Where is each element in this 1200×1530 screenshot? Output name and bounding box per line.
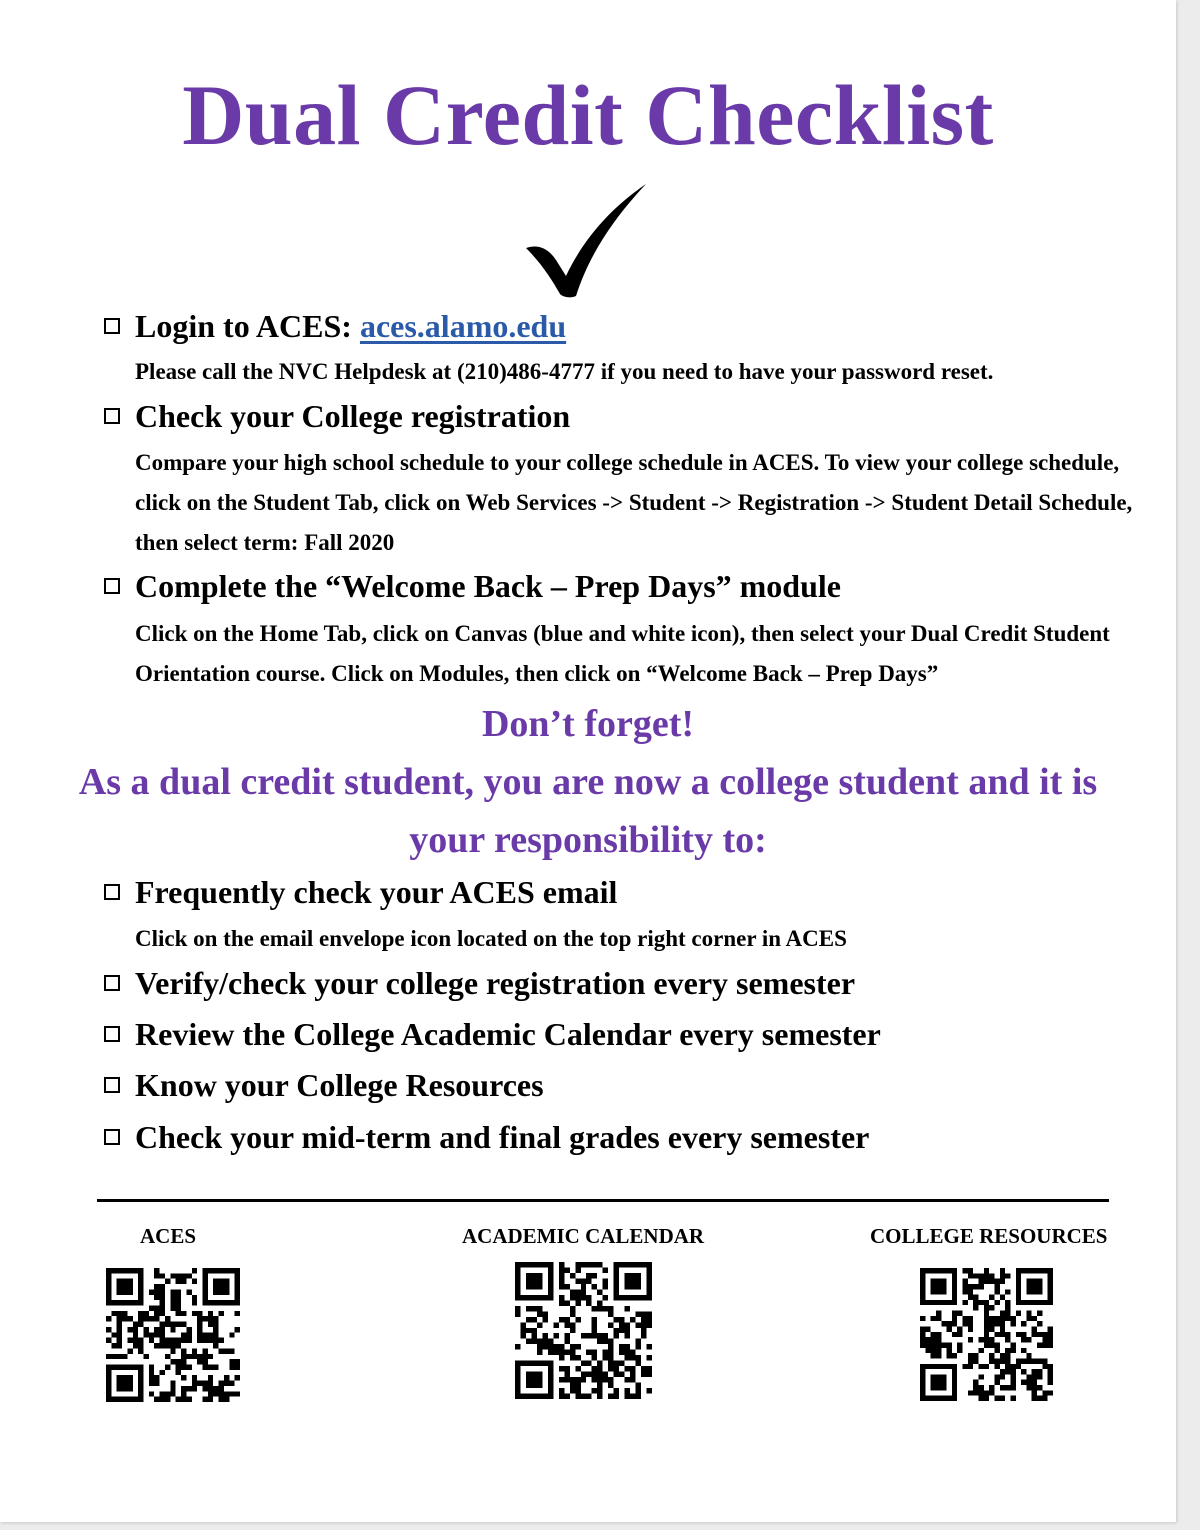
checkbox-icon[interactable] [104,884,120,900]
large-checkmark-icon [520,180,654,300]
checklist-item-description: Click on the Home Tab, click on Canvas (blue and white icon), then select your Dual Credit Student Orientation course. Click on Modules, then click on “Welcome Back – Prep Days” [135,621,1110,686]
qr-label-college-resources: COLLEGE RESOURCES [870,1224,1108,1248]
checkbox-icon[interactable] [104,578,120,594]
responsibility-label: Review the College Academic Calendar every semester [135,1016,881,1052]
divider [97,1199,1109,1202]
responsibility-label: Check your mid-term and final grades every semester [135,1119,870,1155]
responsibility-label: Verify/check your college registration every semester [135,965,856,1001]
checkbox-icon[interactable] [104,318,120,334]
checklist-item-label: Complete the “Welcome Back – Prep Days” module [135,568,841,604]
checkbox-icon[interactable] [104,1026,120,1042]
checkbox-icon[interactable] [104,408,120,424]
reminder-heading: Don’t forget! [481,703,695,745]
checklist-item-description: Compare your high school schedule to your college schedule in ACES. To view your college schedule, click on the Student Tab, click on Web Services -> Student -> Registration -> Student Detail Schedule, then select term: Fall 2020 [135,450,1133,555]
qr-code-college-resources[interactable] [920,1267,1053,1402]
qr-label-aces: ACES [140,1224,197,1248]
checklist-item-label: Check your College registration [135,398,571,434]
reminder-line-2: your responsibility to: [409,819,767,861]
checkbox-icon[interactable] [104,1129,120,1145]
checklist-item-description: Please call the NVC Helpdesk at (210)486-4777 if you need to have your password reset. [135,359,994,384]
qr-code-aces[interactable] [105,1268,241,1402]
checkbox-icon[interactable] [104,1077,120,1093]
responsibility-description: Click on the email envelope icon located on the top right corner in ACES [135,926,847,951]
qr-label-academic-calendar: ACADEMIC CALENDAR [462,1224,705,1248]
responsibility-label: Know your College Resources [135,1067,544,1103]
page-title: Dual Credit Checklist [182,67,994,163]
qr-code-academic-calendar[interactable] [515,1262,652,1399]
aces-link[interactable]: aces.alamo.edu [359,308,567,344]
checkbox-icon[interactable] [104,975,120,991]
responsibility-label: Frequently check your ACES email [135,874,618,910]
reminder-line-1: As a dual credit student, you are now a college student and it is [78,761,1098,803]
checklist-item-label: Login to ACES: [135,308,360,344]
checklist-item-heading [135,308,566,345]
